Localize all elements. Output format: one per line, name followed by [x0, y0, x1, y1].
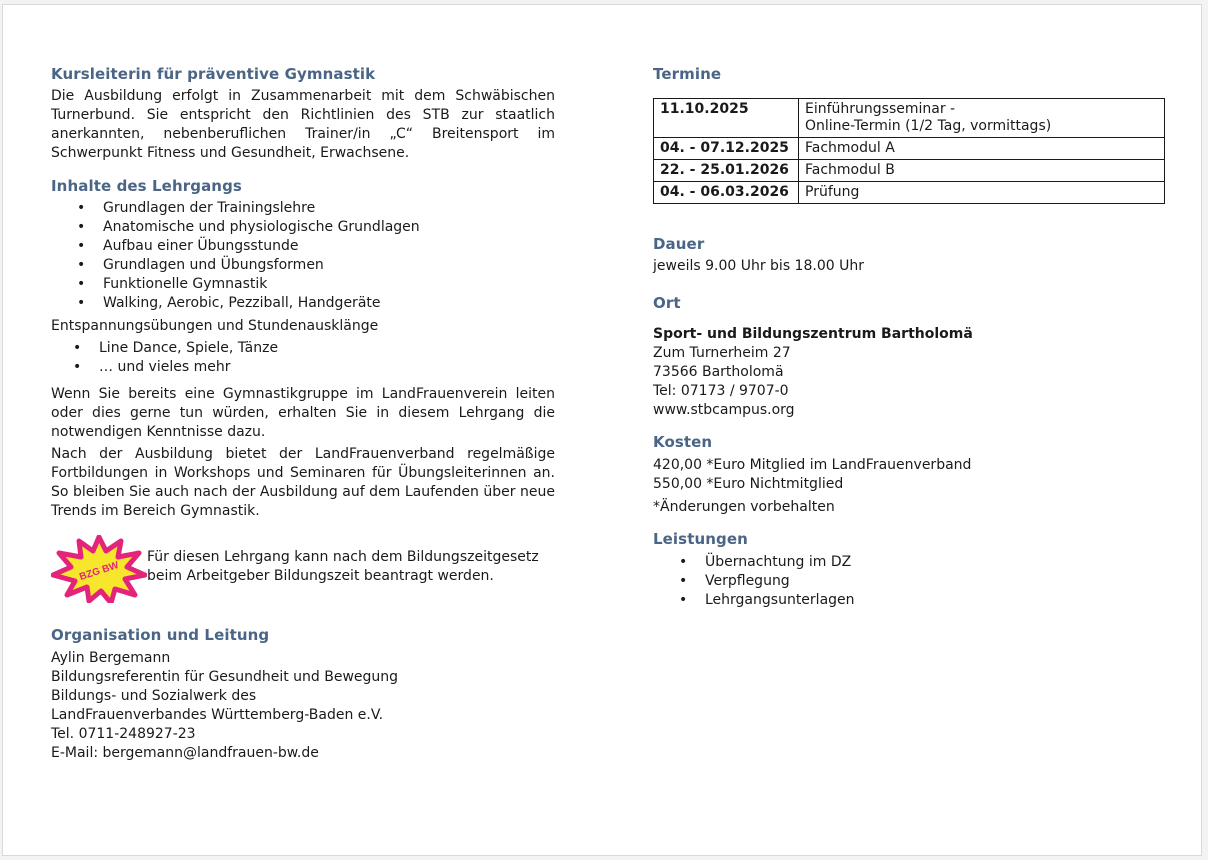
dauer-text: jeweils 9.00 Uhr bis 18.00 Uhr: [653, 258, 864, 274]
contact-name: Aylin Bergemann: [51, 650, 171, 666]
organisation-contact: [51, 649, 555, 763]
contact-phone: Tel. 0711-248927-23: [51, 726, 196, 742]
termine-table: [653, 98, 1165, 204]
list-item: • Grundlagen der Trainingslehre: [103, 199, 543, 218]
contact-org-2: LandFrauenverbandes Württemberg-Baden e.V.: [51, 707, 384, 723]
list-item: • Lehrgangsunterlagen: [705, 591, 1145, 610]
inhalte-list-2: [99, 339, 539, 377]
list-item: • Aufbau einer Übungsstunde: [103, 237, 543, 256]
ort-city: 73566 Bartholomä: [653, 364, 784, 380]
heading-kursleiterin: Kursleiterin für präventive Gymnastik: [51, 65, 376, 83]
ort-name: Sport- und Bildungszentrum Bartholomä: [653, 326, 973, 342]
kurs-description: Die Ausbildung erfolgt in Zusammenarbeit mit dem Schwäbischen Turnerbund. Sie entspricht den Richtlinien des STB zur staatlich anerkannten, nebenberuflichen Trainer/in „C“ Breitensport im Schwerpunkt Fitness und Gesundheit, Erwachsene.: [51, 88, 555, 161]
heading-organisation: Organisation und Leitung: [51, 626, 270, 644]
table-row: [654, 99, 1165, 138]
ort-phone: Tel: 07173 / 9707-0: [653, 383, 789, 399]
ort-website[interactable]: www.stbcampus.org: [653, 402, 795, 418]
paragraph-fortbildungen: Nach der Ausbildung bietet der LandFrauenverband regelmäßige Fortbildungen in Workshops und Seminaren für Übungsleiterinnen an. So bleiben Sie auch nach der Ausbildung auf dem Laufenden über neue Trends im Bereich Gymnastik.: [51, 446, 555, 519]
leistungen-list: [705, 553, 1145, 610]
contact-role: Bildungsreferentin für Gesundheit und Bewegung: [51, 669, 399, 685]
heading-leistungen: Leistungen: [653, 530, 748, 548]
termin-date: 04. - 07.12.2025: [654, 138, 799, 160]
termin-date: 22. - 25.01.2026: [654, 160, 799, 182]
heading-dauer: Dauer: [653, 235, 705, 253]
bildungszeit-note: Für diesen Lehrgang kann nach dem Bildungszeitgesetz beim Arbeitgeber Bildungszeit beantragt werden.: [147, 549, 539, 584]
termin-desc-line2: Online-Termin (1/2 Tag, vormittags): [805, 118, 1052, 134]
contact-org-1: Bildungs- und Sozialwerk des: [51, 688, 257, 704]
kosten-list: [653, 456, 971, 494]
table-row: [654, 182, 1165, 204]
heading-kosten: Kosten: [653, 433, 713, 451]
heading-termine: Termine: [653, 65, 722, 83]
ort-street: Zum Turnerheim 27: [653, 345, 791, 361]
table-row: [654, 138, 1165, 160]
list-item: • Anatomische und physiologische Grundlagen: [103, 218, 543, 237]
termin-date: 11.10.2025: [654, 99, 799, 138]
termin-desc-line1: Einführungsseminar -: [805, 101, 956, 117]
termin-desc: [799, 99, 1165, 138]
termin-desc: Prüfung: [799, 182, 1165, 204]
document-page: [2, 4, 1202, 856]
kosten-nichtmitglied: 550,00 *Euro Nichtmitglied: [653, 476, 844, 492]
heading-inhalte: Inhalte des Lehrgangs: [51, 177, 242, 195]
paragraph-gymnastikgruppe: Wenn Sie bereits eine Gymnastikgruppe im LandFrauenverein leiten oder dies gerne tun würden, erhalten Sie in diesem Lehrgang die notwendigen Kenntnisse dazu.: [51, 386, 555, 440]
list-item: • Verpflegung: [705, 572, 1145, 591]
list-item: • Funktionelle Gymnastik: [103, 275, 543, 294]
termin-desc: Fachmodul B: [799, 160, 1165, 182]
table-row: [654, 160, 1165, 182]
termin-date: 04. - 06.03.2026: [654, 182, 799, 204]
list-item: • Walking, Aerobic, Pezziball, Handgeräte: [103, 294, 543, 313]
list-item: • … und vieles mehr: [99, 358, 539, 377]
list-item: • Übernachtung im DZ: [705, 553, 1145, 572]
starburst-badge-icon: [51, 535, 147, 603]
ort-address: [653, 325, 973, 420]
termin-desc: Fachmodul A: [799, 138, 1165, 160]
kosten-mitglied: 420,00 *Euro Mitglied im LandFrauenverband: [653, 457, 972, 473]
inhalte-list: [103, 199, 543, 313]
badge-label: BZG BW: [78, 559, 121, 583]
kosten-note: *Änderungen vorbehalten: [653, 499, 835, 515]
entspannung-text: Entspannungsübungen und Stundenausklänge: [51, 318, 379, 334]
list-item: • Line Dance, Spiele, Tänze: [99, 339, 539, 358]
heading-ort: Ort: [653, 294, 681, 312]
contact-email[interactable]: E-Mail: bergemann@landfrauen-bw.de: [51, 745, 319, 761]
list-item: • Grundlagen und Übungsformen: [103, 256, 543, 275]
